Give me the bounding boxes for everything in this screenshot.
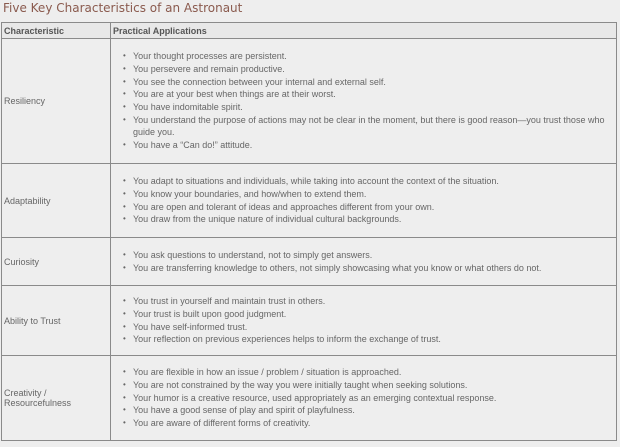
list-item: • You understand the purpose of actions may not be clear in the moment, but there is good reason—you trust those who guide you. [133,114,616,139]
header-applications: Practical Applications [111,23,617,39]
table-row [2,39,617,164]
table-row [2,238,617,286]
table-header [2,23,617,39]
table-row [2,286,617,356]
list-item: • You persevere and remain productive. [133,63,616,76]
applications-list [111,249,616,274]
list-item: • You have self-informed trust. [133,321,616,334]
list-item: • You are transferring knowledge to others, not simply showcasing what you know or what others do not. [133,262,616,275]
characteristics-table [1,22,617,441]
applications-cell [111,39,617,164]
characteristic-cell: Ability to Trust [2,286,111,356]
applications-cell [111,356,617,441]
list-item: • You are open and tolerant of ideas and approaches different from your own. [133,201,616,214]
list-item: • You draw from the unique nature of individual cultural backgrounds. [133,213,616,226]
list-item: • Your humor is a creative resource, used appropriately as an emerging contextual response. [133,392,616,405]
applications-list [111,295,616,346]
list-item: • You see the connection between your internal and external self. [133,76,616,89]
list-item: • Your thought processes are persistent. [133,50,616,63]
header-characteristic: Characteristic [2,23,111,39]
list-item: • You are at your best when things are at their worst. [133,88,616,101]
list-item: • You have a “Can do!” attitude. [133,139,616,152]
table-row [2,356,617,441]
characteristic-cell: Resiliency [2,39,111,164]
list-item: • Your trust is built upon good judgment. [133,308,616,321]
characteristic-cell: Curiosity [2,238,111,286]
applications-list [111,175,616,226]
applications-cell [111,286,617,356]
list-item: • You know your boundaries, and how/when to extend them. [133,188,616,201]
characteristic-cell: Adaptability [2,164,111,238]
list-item: • You are not constrained by the way you were initially taught when seeking solutions. [133,379,616,392]
applications-cell [111,238,617,286]
characteristic-cell: Creativity / Resourcefulness [2,356,111,441]
page-title: Five Key Characteristics of an Astronaut [3,1,243,15]
list-item: • You trust in yourself and maintain trust in others. [133,295,616,308]
applications-list [111,50,616,152]
table-row [2,164,617,238]
list-item: • You are flexible in how an issue / problem / situation is approached. [133,366,616,379]
list-item: • You ask questions to understand, not to simply get answers. [133,249,616,262]
list-item: • You have a good sense of play and spirit of playfulness. [133,404,616,417]
list-item: • You have indomitable spirit. [133,101,616,114]
applications-list [111,366,616,430]
list-item: • You adapt to situations and individuals, while taking into account the context of the situation. [133,175,616,188]
list-item: • Your reflection on previous experiences helps to inform the exchange of trust. [133,333,616,346]
applications-cell [111,164,617,238]
list-item: • You are aware of different forms of creativity. [133,417,616,430]
